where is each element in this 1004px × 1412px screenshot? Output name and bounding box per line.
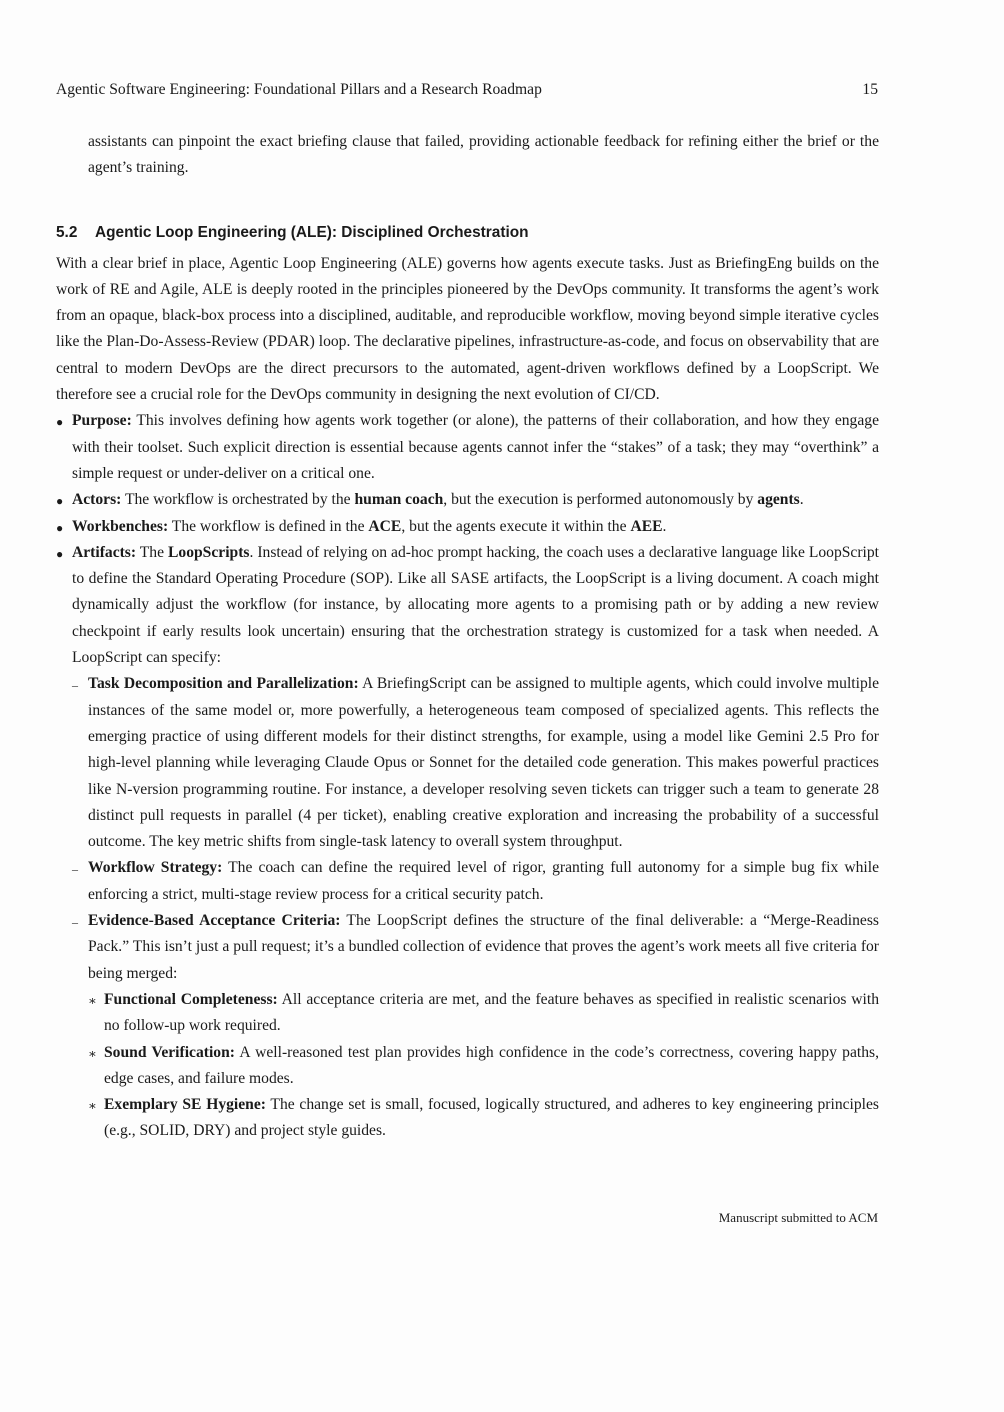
subitem-text: The LoopScript defines the structure of the final deliverable: a “Merge-Readiness Pack.” This isn’t just a pull request; it’s a bundled collection of evidence that proves the agent’s work meets all five criteria for being merged: [88,912,879,982]
asterisk-icon: ∗ [88,1045,97,1061]
bullet-text: . [799,491,804,509]
criterion-se-hygiene [88,1092,879,1145]
dash-icon: – [72,862,78,877]
subitem-text: The coach can define the required level of rigor, granting full autonomy for a simple bug fix while enforcing a strict, multi-stage review process for a critical security patch. [88,859,879,903]
asterisk-icon: ∗ [88,992,97,1008]
bullet-actors [56,487,879,513]
ale-bullet-list [56,408,879,1144]
bullet-label: Workbenches: [72,517,169,535]
bullet-text: , but the agents execute it within the [401,517,631,535]
running-title: Agentic Software Engineering: Foundational Pillars and a Research Roadmap [56,81,542,98]
page-body [56,129,879,1145]
bullet-icon: ● [56,546,64,561]
loopscript-spec-list [72,671,879,1144]
merge-criteria-list [88,987,879,1145]
bullet-text: The [136,543,169,561]
bullet-icon: ● [56,494,64,509]
section-title: Agentic Loop Engineering (ALE): Disciplined Orchestration [95,223,529,241]
bullet-label: Artifacts: [72,543,137,561]
bullet-text: The workflow is defined in the [168,517,369,535]
bullet-icon: ● [56,415,64,430]
bullet-label: Purpose: [72,412,132,430]
bullet-emphasis: LoopScripts [168,543,250,561]
subitem-task-decomposition [72,671,879,855]
subitem-workflow-strategy [72,855,879,908]
subitem-label: Evidence-Based Acceptance Criteria: [88,912,341,930]
bullet-text: . Instead of relying on ad-hoc prompt hacking, the coach uses a declarative language like LoopScript to define the Standard Operating Procedure (SOP). Like all SASE artifacts, the LoopScript is a living document. A coach might dynamically adjust the workflow (for instance, by allocating more agents to a promising path or by adding a new review checkpoint if early results look uncertain) ensuring that the orchestration strategy is customized for a task when needed. A LoopScript can specify: [72,543,880,667]
bullet-text: The workflow is orchestrated by the [121,491,355,509]
criterion-sound-verification [88,1040,879,1093]
bullet-label: Actors: [72,491,122,509]
bullet-emphasis: AEE [630,517,663,535]
subitem-acceptance-criteria [72,908,879,1145]
section-number: 5.2 [56,223,78,241]
criterion-text: A well-reasoned test plan provides high confidence in the code’s correctness, covering happy paths, edge cases, and failure modes. [104,1043,879,1087]
bullet-emphasis: agents [757,491,800,509]
bullet-emphasis: human coach [354,491,444,509]
bullet-workbenches [56,514,879,540]
bullet-text: This involves defining how agents work together (or alone), the patterns of their collaboration, and how they engage with their toolset. Such explicit direction is essential because agents cannot infer the “stakes” of a task; they may “overthink” a simple request or under-deliver on a critical one. [72,412,879,482]
bullet-purpose [56,408,879,487]
continued-paragraph: assistants can pinpoint the exact briefing clause that failed, providing actionable feedback for refining either the brief or the agent’s training. [88,133,879,177]
criterion-label: Functional Completeness: [104,990,278,1008]
dash-icon: – [72,915,78,930]
criterion-label: Sound Verification: [104,1043,235,1061]
subitem-text: A BriefingScript can be assigned to multiple agents, which could involve multiple instances of the same model or, more powerfully, a heterogeneous team composed of specialized agents. This reflects the emerging practice of using different models for their distinct strengths, for example, using a model like Gemini 2.5 Pro for high-level planning while leveraging Claude Opus or Sonnet for the detailed code generation. This makes powerful practices like N-version programming routine. For instance, a developer resolving seven tickets can trigger such a team to generate 28 distinct pull requests in parallel (4 per ticket), enabling creative exploration and increasing the probability of a successful outcome. The key metric shifts from single-task latency to overall system throughput. [88,675,880,851]
page-footer: Manuscript submitted to ACM [718,1210,878,1225]
criterion-text: The change set is small, focused, logically structured, and adheres to key engineering principles (e.g., SOLID, DRY) and project style guides. [104,1096,880,1140]
bullet-icon: ● [56,520,64,535]
bullet-artifacts [56,540,879,1145]
asterisk-icon: ∗ [88,1098,97,1114]
dash-icon: – [72,678,78,693]
intro-paragraph: With a clear brief in place, Agentic Loop Engineering (ALE) governs how agents execute tasks. Just as BriefingEng builds on the work of RE and Agile, ALE is deeply rooted in the principles pioneered by the DevOps community. It transforms the agent’s work from an opaque, black-box process into a disciplined, auditable, and reproducible workflow, moving beyond simple iterative cycles like the Plan-Do-Assess-Review (PDAR) loop. The declarative pipelines, infrastructure-as-code, and focus on observability that are central to modern DevOps are the direct precursors to the automated, agent-driven workflows defined by a LoopScript. We therefore see a crucial role for the DevOps community in designing the next evolution of CI/CD. [56,254,879,404]
bullet-text: . [662,517,667,535]
bullet-text: , but the execution is performed autonomously by [443,491,758,509]
bullet-emphasis: ACE [368,517,402,535]
page-number: 15 [862,81,878,98]
criterion-functional-completeness [88,987,879,1040]
section-heading [56,220,879,246]
criterion-label: Exemplary SE Hygiene: [104,1096,266,1114]
criterion-text: All acceptance criteria are met, and the feature behaves as specified in realistic scenarios with no follow-up work required. [104,990,879,1035]
running-header [56,79,878,101]
subitem-label: Workflow Strategy: [88,859,223,877]
subitem-label: Task Decomposition and Parallelization: [88,675,359,693]
